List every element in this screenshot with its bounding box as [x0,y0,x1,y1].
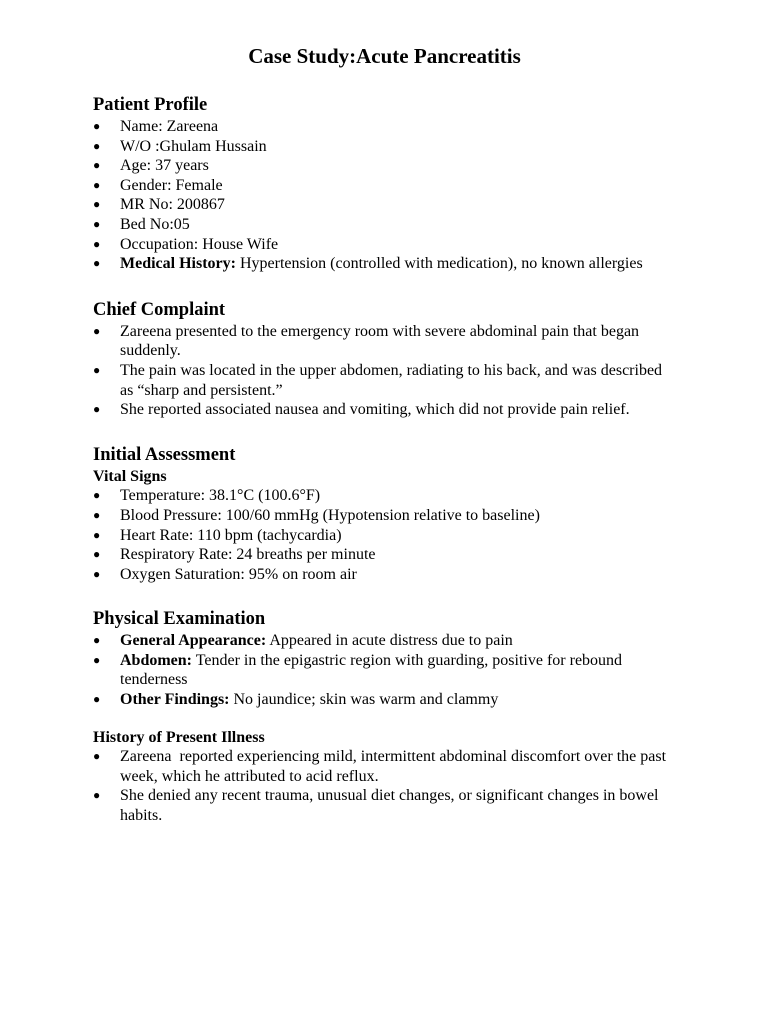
list-item-text: MR No: 200867 [120,196,225,214]
section-heading-initial-assessment: Initial Assessment [93,444,236,465]
bullet-icon: ● [93,633,101,648]
list-item [93,400,676,420]
bullet-icon: ● [93,788,101,803]
section-heading-patient-profile: Patient Profile [93,95,208,115]
list-item-text: Age: 37 years [120,157,209,175]
page-title: Case Study:Acute Pancreatitis [248,44,521,68]
bullet-icon: ● [93,749,101,764]
list-item-text: Zareena reported experiencing mild, intermittent abdominal discomfort over the past week, which he attributed to acid reflux. [120,748,671,785]
bullet-icon: ● [93,488,101,503]
list-item [93,176,676,196]
physical-examination-list [93,631,676,709]
list-item-text: Temperature: 38.1°C (100.6°F) [120,487,321,505]
bullet-icon: ● [93,547,101,562]
bullet-icon: ● [93,323,101,338]
finding-text: No jaundice; skin was warm and clammy [229,691,499,709]
list-item [93,235,676,255]
section-heading-chief-complaint: Chief Complaint [93,299,226,320]
list-item-text: Occupation: House Wife [120,235,279,253]
patient-profile-list [93,117,676,274]
bullet-icon: ● [93,566,101,581]
list-item [93,361,676,400]
list-item [93,195,676,215]
finding-text: Tender in the epigastric region with guarding, positive for rebound tenderness [120,651,623,689]
initial-assessment-section [93,443,676,585]
list-item-text: Oxygen Saturation: 95% on room air [120,565,357,583]
list-item [93,506,676,526]
bullet-icon: ● [93,527,101,542]
bullet-icon: ● [93,362,101,377]
list-item-text: Name: Zareena [120,118,219,135]
list-item [93,545,676,565]
bullet-icon: ● [93,177,101,192]
section-heading-physical-examination: Physical Examination [93,609,266,630]
vital-signs-list [93,486,676,584]
history-present-illness-list [93,747,676,825]
list-item-text: W/O :Ghulam Hussain [120,137,267,155]
list-item [93,322,676,361]
bullet-icon: ● [93,216,101,231]
list-item [93,486,676,506]
list-item [93,690,676,710]
list-item-text: Zareena presented to the emergency room with severe abdominal pain that began suddenly. [120,322,640,360]
list-item-text: She reported associated nausea and vomiting, which did not provide pain relief. [120,401,630,419]
bullet-icon: ● [93,119,101,133]
list-item [93,631,676,651]
list-item-text: Respiratory Rate: 24 breaths per minute [120,546,376,564]
list-item-text: Blood Pressure: 100/60 mmHg (Hypotension relative to baseline) [120,506,540,524]
bullet-icon: ● [93,197,101,212]
medical-history-label: Medical History: [120,255,236,273]
list-item [93,137,676,157]
bullet-icon: ● [93,256,101,271]
bullet-icon: ● [93,138,101,153]
list-item-text: Heart Rate: 110 bpm (tachycardia) [120,526,342,544]
list-item-text: She denied any recent trauma, unusual diet changes, or significant changes in bowel habits. [120,787,659,825]
finding-label: General Appearance: [120,632,267,650]
finding-label: Abdomen: [120,651,193,669]
list-item [93,747,676,786]
list-item-text: Bed No:05 [120,215,190,233]
finding-text: Appeared in acute distress due to pain [266,632,513,650]
history-present-illness-section [93,728,676,826]
finding-label: Other Findings: [120,691,230,709]
bullet-icon: ● [93,158,101,173]
bullet-icon: ● [93,236,101,251]
medical-history-text: Hypertension (controlled with medication), no known allergies [235,255,643,273]
list-item-text: The pain was located in the upper abdomen, radiating to his back, and was described as “sharp and persistent.” [120,361,663,399]
list-item [93,565,676,585]
chief-complaint-section [93,298,676,420]
bullet-icon: ● [93,402,101,417]
list-item [93,651,676,690]
list-item-medical-history [93,254,676,274]
patient-profile-section [93,93,676,274]
section-heading-history-present-illness: History of Present Illness [93,728,265,746]
bullet-icon: ● [93,507,101,522]
physical-examination-section [93,607,676,709]
list-item [93,156,676,176]
list-item [93,117,676,137]
list-item [93,786,676,825]
subheading-vital-signs: Vital Signs [93,467,167,485]
list-item-text: Gender: Female [120,176,223,194]
list-item [93,215,676,235]
bullet-icon: ● [93,652,101,667]
list-item [93,526,676,546]
bullet-icon: ● [93,692,101,707]
chief-complaint-list [93,322,676,420]
